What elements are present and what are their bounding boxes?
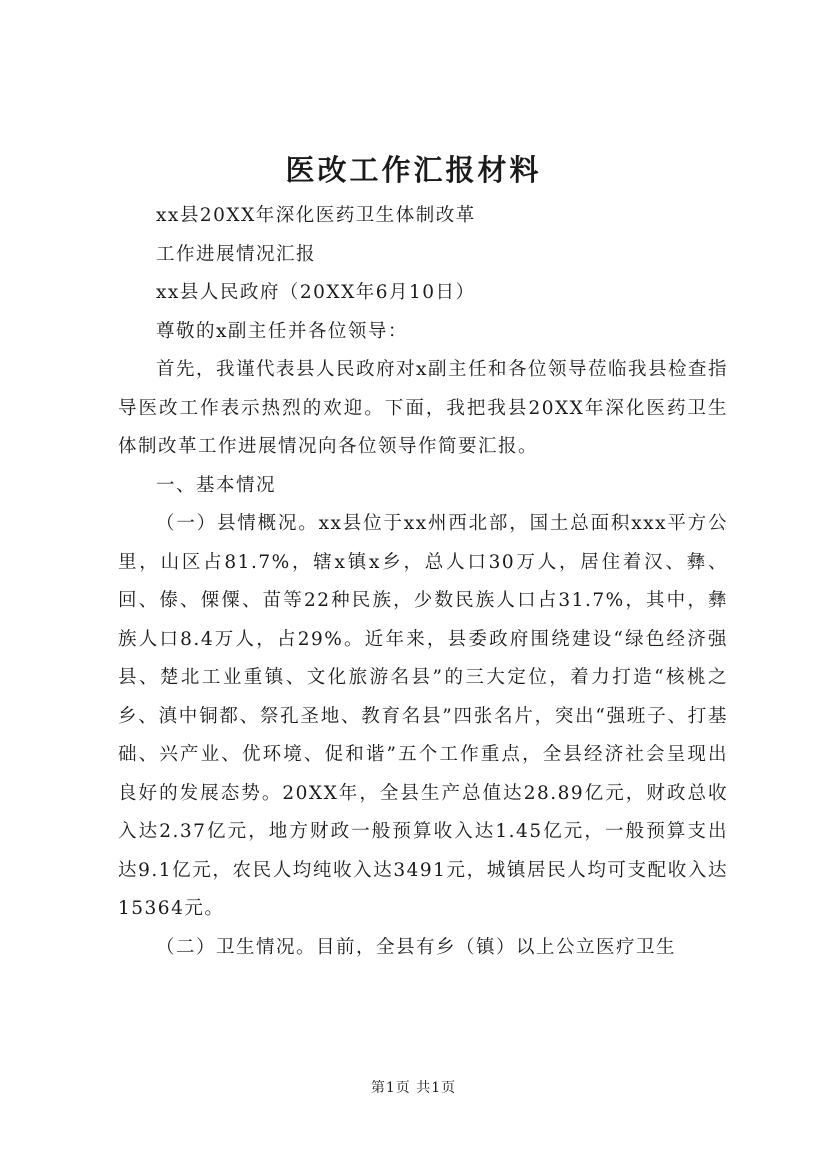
- paragraph-county-overview: （一）县情概况。xx县位于xx州西北部，国土总面积xxx平方公里，山区占81.7%，辖x镇x乡，总人口30万人，居住着汉、彝、回、傣、傈僳、苗等22种民族，少数民族人口占31.7%，其中，彝族人口8.4万人，占29%。近年来，县委政府围绕建设“绿色经济强县、楚北工业重镇、文化旅游名县”的三大定位，着力打造“核桃之乡、滇中铜都、祭孔圣地、教育名县”四张名片，突出“强班子、打基础、兴产业、优环境、促和谐”五个工作重点，全县经济社会呈现出良好的发展态势。20XX年，全县生产总值达28.89亿元，财政总收入达2.37亿元，地方财政一般预算收入达1.45亿元，一般预算支出达9.1亿元，农民人均纯收入达3491元，城镇居民人均可支配收入达15364元。: [118, 513, 728, 919]
- page-footer: 第1页 共1页: [370, 1080, 457, 1096]
- paragraph-issuer-date: xx县人民政府（20XX年6月10日）: [156, 282, 476, 303]
- section-heading-basic-situation: 一、基本情况: [156, 474, 277, 496]
- paragraph-subtitle-line-1: xx县20XX年深化医药卫生体制改革: [156, 205, 476, 226]
- paragraph-health-situation: （二）卫生情况。目前，全县有乡（镇）以上公立医疗卫生: [156, 936, 677, 958]
- document-body: [118, 197, 728, 967]
- document-title: 医改工作汇报材料: [285, 153, 542, 187]
- paragraph-opening: 首先，我谨代表县人民政府对x副主任和各位领导莅临我县检查指导医改工作表示热烈的欢迎。下面，我把我县20XX年深化医药卫生体制改革工作进展情况向各位领导作简要汇报。: [118, 359, 728, 457]
- paragraph-salutation: 尊敬的x副主任并各位领导：: [156, 320, 408, 342]
- paragraph-subtitle-line-2: 工作进展情况汇报: [156, 243, 317, 265]
